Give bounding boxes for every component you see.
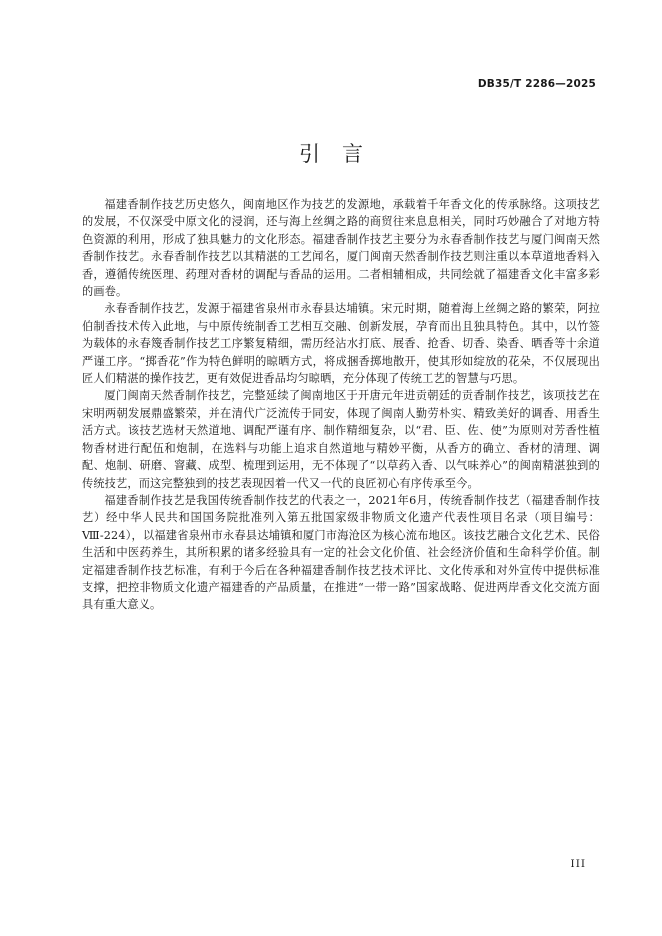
standard-code: DB35/T 2286—2025 <box>477 78 596 90</box>
page-number: III <box>570 858 586 870</box>
introduction-body <box>82 196 600 614</box>
paragraph: 福建香制作技艺是我国传统香制作技艺的代表之一，2021年6月，传统香制作技艺（福建香制作技艺）经中华人民共和国国务院批准列入第五批国家级非物质文化遗产代表性项目名录（项目编号：Ⅷ-224），以福建省泉州市永春县达埔镇和厦门市海沧区为核心流布地区。该技艺融合文化艺术、民俗生活和中医药养生，其所积累的诸多经验具有一定的社会文化价值、社会经济价值和生命科学价值。制定福建香制作技艺标准，有利于今后在各种福建香制作技艺技术评比、文化传承和对外宣传中提供标准支撑，把控非物质文化遗产福建香的产品质量，在推进“一带一路”国家战略、促进两岸香文化交流方面具有重大意义。 <box>82 493 600 612</box>
paragraph: 厦门闽南天然香制作技艺，完整延续了闽南地区于开唐元年进贡朝廷的贡香制作技艺，该项技艺在宋明两朝发展鼎盛繁荣，并在清代广泛流传于同安，体现了闽南人勤劳朴实、精致美好的调香、用香生活方式。该技艺选材天然道地、调配严谨有序、制作精细复杂，以“君、臣、佐、使”为原则对芳香性植物香材进行配伍和炮制，在选料与功能上追求自然道地与精妙平衡，从香方的确立、香材的清理、调配、炮制、研磨、窨藏、成型、梳理到运用，无不体现了“以草药入香、以气味养心”的闽南精湛独到的传统技艺，而这完整独到的技艺表现因着一代又一代的良匠初心有序传承至今。 <box>82 389 600 490</box>
paragraph: 福建香制作技艺历史悠久，闽南地区作为技艺的发源地，承载着千年香文化的传承脉络。这项技艺的发展，不仅深受中原文化的浸润，还与海上丝绸之路的商贸往来息息相关，同时巧妙融合了对地方特色资源的利用，形成了独具魅力的文化形态。福建香制作技艺主要分为永春香制作技艺与厦门闽南天然香制作技艺。永春香制作技艺以其精湛的工艺闻名，厦门闽南天然香制作技艺则注重以本草道地香料入香，遵循传统医理、药理对香材的调配与香品的运用。二者相辅相成，共同绘就了福建香文化丰富多彩的画卷。 <box>82 198 600 299</box>
paragraph: 永春香制作技艺，发源于福建省泉州市永春县达埔镇。宋元时期，随着海上丝绸之路的繁荣，阿拉伯制香技术传入此地，与中原传统制香工艺相互交融、创新发展，孕育而出且独具特色。其中，以竹签为载体的永春篾香制作技艺工序繁复精细，需历经沾水打底、展香、抢香、切香、染香、晒香等十余道严谨工序。“掷香花”作为特色鲜明的晾晒方式，将成捆香掷地散开，使其形如绽放的花朵，不仅展现出匠人们精湛的操作技艺，更有效促进香品均匀晾晒，充分体现了传统工艺的智慧与巧思。 <box>82 302 600 386</box>
page-title: 引言 <box>299 142 385 166</box>
